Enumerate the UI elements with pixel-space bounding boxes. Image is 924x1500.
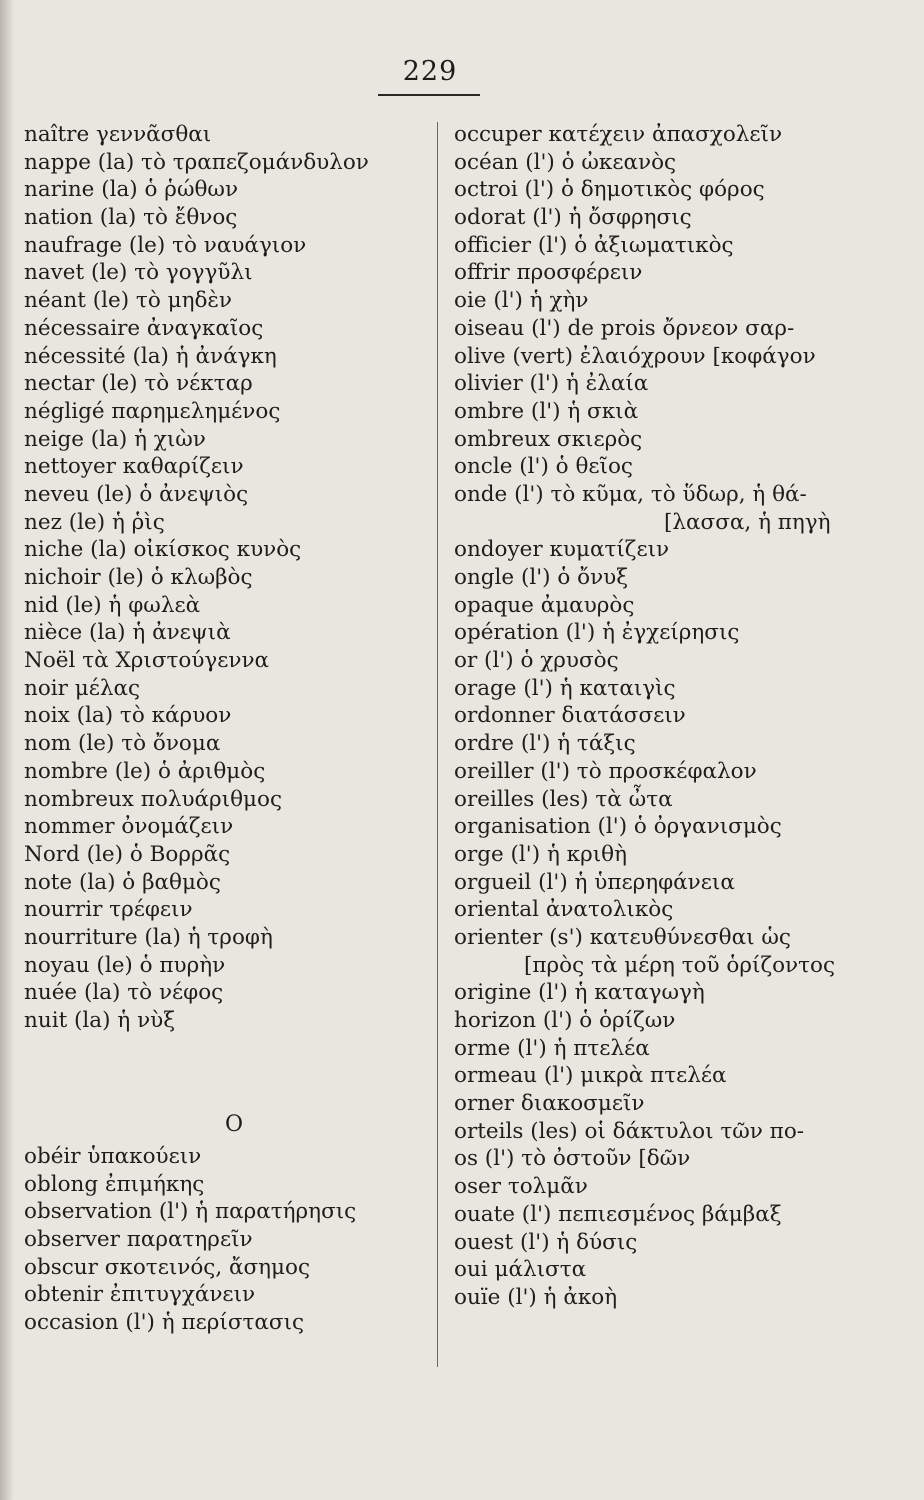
dictionary-entry: nettoyer καθαρίζειν [24,454,244,480]
dictionary-entry: naître γεννᾶσθαι [24,122,212,147]
dictionary-entry: olive (vert) ἐλαιόχρουν [κοφάγον [454,343,816,369]
dictionary-entry: oncle (l') ὁ θεῖος [454,454,633,480]
dictionary-entry: ordre (l') ἡ τάξις [454,731,636,757]
dictionary-entry: océan (l') ὁ ὠκεανὸς [454,149,677,175]
dictionary-entry: orage (l') ἡ καταιγὶς [454,675,676,701]
dictionary-entry: odorat (l') ἡ ὄσφρησις [454,205,692,231]
dictionary-entry: ordonner διατάσσειν [454,703,686,729]
dictionary-entry: nourrir τρέφειν [24,897,193,923]
dictionary-entry: orner διακοσμεῖν [454,1091,645,1117]
dictionary-entry: oreilles (les) τὰ ὦτα [454,786,673,812]
dictionary-entry: [πρὸς τὰ μέρη τοῦ ὁρίζοντος [524,952,835,978]
dictionary-entry: or (l') ὁ χρυσὸς [454,648,619,674]
dictionary-entry: nichoir (le) ὁ κλωβὸς [24,565,253,590]
dictionary-entry: ombre (l') ἡ σκιὰ [454,398,639,424]
dictionary-entry: occasion (l') ἡ περίστασις [24,1310,305,1336]
dictionary-entry: négligé παρημελημένος [24,398,281,424]
dictionary-entry: neveu (le) ὁ ἀνεψιὸς [24,481,249,507]
left-column-o-section [24,1143,444,1337]
dictionary-entry: oreiller (l') τὸ προσκέφαλον [454,758,757,784]
dictionary-entry: nid (le) ἡ φωλεὰ [24,592,201,618]
dictionary-entry: noyau (le) ὁ πυρὴν [24,952,226,978]
dictionary-entry: horizon (l') ὁ ὁρίζων [454,1008,676,1033]
dictionary-entry: organisation (l') ὁ ὀργανισμὸς [454,814,782,840]
dictionary-entry: noir μέλας [24,675,141,701]
dictionary-entry: oriental ἀνατολικὸς [454,897,674,923]
dictionary-entry: ouest (l') ἡ δύσις [454,1229,638,1255]
dictionary-entry: nombreux πολυάριθμος [24,786,283,812]
dictionary-entry: ondoyer κυματίζειν [454,537,670,563]
dictionary-entry: obéir ὑπακούειν [24,1144,202,1169]
dictionary-entry: offrir προσφέρειν [454,260,643,286]
dictionary-entry: obscur σκοτεινός, ἄσημος [24,1254,311,1280]
dictionary-entry: nuit (la) ἡ νὺξ [24,1008,176,1033]
dictionary-entry: occuper κατέχειν ἀπασχολεῖν [454,122,783,147]
dictionary-entry: note (la) ὁ βαθμὸς [24,869,221,895]
dictionary-entry: origine (l') ἡ καταγωγὴ [454,980,705,1006]
dictionary-entry: officier (l') ὁ ἀξιωματικὸς [454,232,734,258]
dictionary-entry: observation (l') ἡ παρατήρησις [24,1199,357,1225]
dictionary-entry: orienter (s') κατευθύνεσθαι ὡς [454,924,791,950]
dictionary-entry: néant (le) τὸ μηδὲν [24,288,232,314]
dictionary-entry: os (l') τὸ ὀστοῦν [δῶν [454,1146,691,1172]
right-column [454,121,874,1312]
dictionary-entry: oie (l') ἡ χὴν [454,288,589,314]
page-number: 229 [402,56,458,87]
dictionary-entry: oui μάλιστα [454,1257,587,1283]
dictionary-entry: Nord (le) ὁ Βορρᾶς [24,841,231,867]
dictionary-entry: oser τολμᾶν [454,1174,588,1200]
dictionary-entry: nappe (la) τὸ τραπεζομάνδυλον [24,149,369,175]
dictionary-entry: nation (la) τὸ ἔθνος [24,205,238,231]
dictionary-entry: Noël τὰ Χριστούγεννα [24,648,270,674]
page-number-rule [378,94,480,96]
section-letter: O [225,1112,244,1137]
dictionary-entry: oblong ἐπιμήκης [24,1171,205,1197]
dictionary-entry: octroi (l') ὁ δημοτικὸς φόρος [454,177,765,203]
dictionary-entry: ombreux σκιερὸς [454,426,643,452]
dictionary-entry: opération (l') ἡ ἐγχείρησις [454,620,740,646]
dictionary-entry: nièce (la) ἡ ἀνεψιὰ [24,620,231,646]
dictionary-entry: ouate (l') πεπιεσμένος βάμβαξ [454,1201,782,1227]
dictionary-entry: navet (le) τὸ γογγῦλι [24,260,253,286]
dictionary-entry: noix (la) τὸ κάρυον [24,703,232,729]
dictionary-entry: observer παρατηρεῖν [24,1227,253,1253]
dictionary-entry: nourriture (la) ἡ τροφὴ [24,924,273,950]
dictionary-entry: orge (l') ἡ κριθὴ [454,841,627,867]
dictionary-entry: orgueil (l') ἡ ὑπερηφάνεια [454,869,735,895]
dictionary-entry: nez (le) ἡ ῥὶς [24,509,165,535]
left-column [24,121,444,1035]
dictionary-entry: ongle (l') ὁ ὄνυξ [454,565,629,590]
dictionary-entry: opaque ἀμαυρὸς [454,592,635,618]
dictionary-entry: niche (la) οἰκίσκος κυνὸς [24,537,302,563]
dictionary-entry: obtenir ἐπιτυγχάνειν [24,1282,256,1308]
dictionary-entry: olivier (l') ἡ ἐλαία [454,371,649,397]
dictionary-entry: oiseau (l') de prois ὄρνεον σαρ- [454,315,795,341]
dictionary-entry: nommer ὀνομάζειν [24,814,234,840]
dictionary-entry: neige (la) ἡ χιὼν [24,426,206,452]
dictionary-entry: [λασσα, ἡ πηγὴ [664,509,831,535]
page-edge-shadow [0,0,14,1500]
dictionary-entry: narine (la) ὁ ῥώθων [24,177,239,203]
dictionary-entry: ouïe (l') ἡ ἀκοὴ [454,1284,618,1310]
dictionary-entry: nuée (la) τὸ νέφος [24,980,224,1006]
dictionary-entry: nécessité (la) ἡ ἀνάγκη [24,343,277,369]
dictionary-entry: nectar (le) τὸ νέκταρ [24,371,253,397]
dictionary-entry: naufrage (le) τὸ ναυάγιον [24,232,307,258]
dictionary-entry: nombre (le) ὁ ἀριθμὸς [24,758,266,784]
dictionary-entry: nom (le) τὸ ὄνομα [24,731,221,757]
dictionary-entry: ormeau (l') μικρὰ πτελέα [454,1063,727,1089]
dictionary-entry: nécessaire ἀναγκαῖος [24,315,264,341]
dictionary-entry: onde (l') τὸ κῦμα, τὸ ὕδωρ, ἡ θά- [454,481,807,507]
dictionary-entry: orteils (les) οἱ δάκτυλοι τῶν πο- [454,1118,805,1144]
dictionary-entry: orme (l') ἡ πτελέα [454,1035,650,1061]
